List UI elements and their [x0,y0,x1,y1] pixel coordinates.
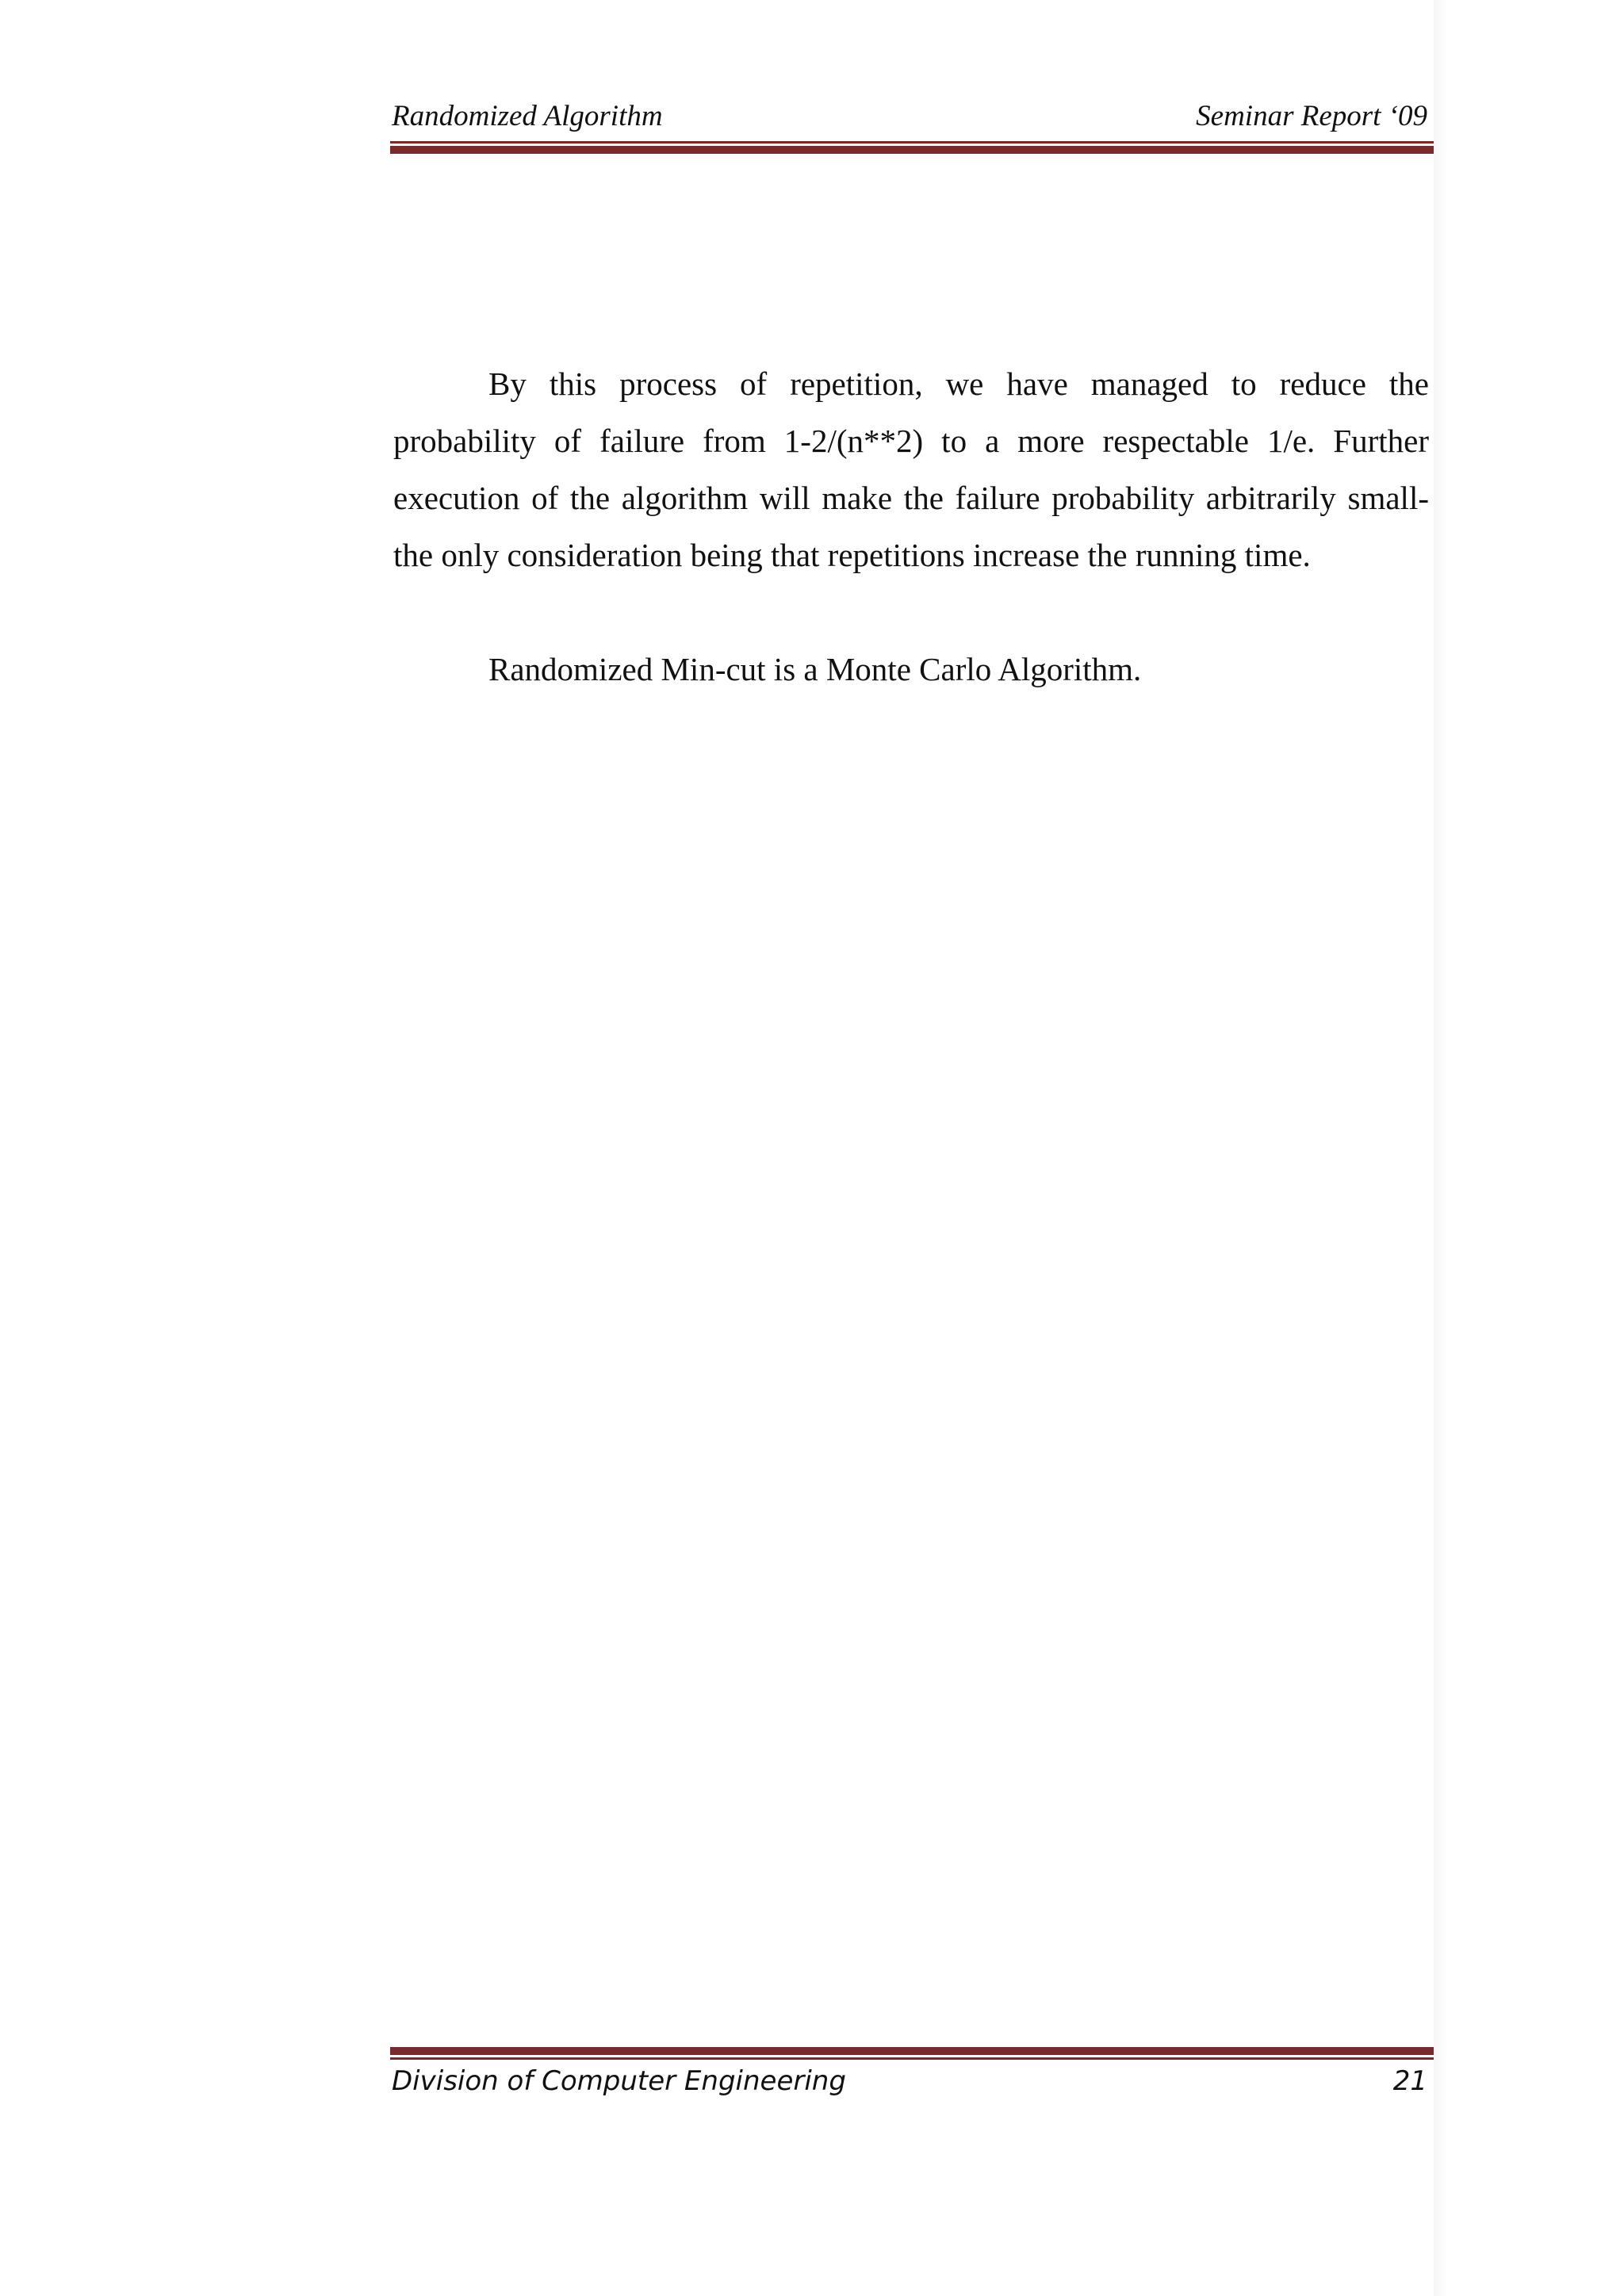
header-rule-thick [390,146,1434,154]
page-number: 21 [1392,2065,1427,2097]
footer-department: Division of Computer Engineering [392,2065,846,2097]
footer-rule-thick [390,2047,1434,2055]
page-footer [390,2061,1434,2101]
page-edge-shadow [1434,0,1448,2296]
header-report-label: Seminar Report ‘09 [1196,100,1427,132]
header-rule-thin [390,141,1434,144]
footer-rule-thin [390,2057,1434,2060]
page-body [393,355,1429,698]
header-title: Randomized Algorithm [392,100,663,132]
page-header [390,97,1434,136]
body-paragraph-conclusion: Randomized Min-cut is a Monte Carlo Algorithm. [488,651,1142,687]
body-paragraph: By this process of repetition, we have managed to reduce the probability of failure from 1-2/(n**2) to a more respectable 1/e. Further execution of the algorithm will make the failure probability arbitrarily small- the only consideration being that repetitions increase the running time. [393,365,1429,573]
